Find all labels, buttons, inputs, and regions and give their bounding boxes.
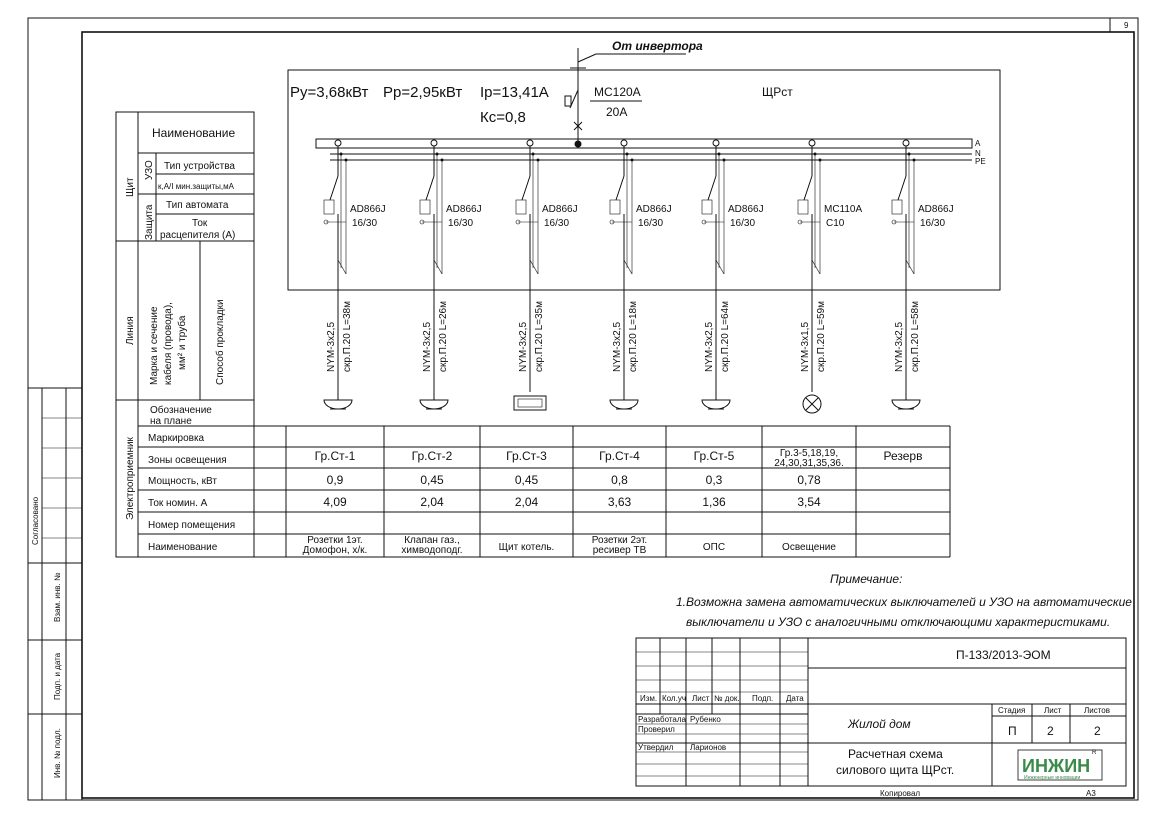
cable-mark: NYM-3х2,5 (326, 321, 337, 372)
svg-text:Дата: Дата (786, 694, 804, 703)
socket-symbol (610, 400, 638, 409)
group-label: Резерв (883, 449, 923, 463)
current-value: 4,09 (323, 495, 347, 509)
svg-text:Проверил: Проверил (638, 725, 675, 734)
svg-text:Лист: Лист (1044, 706, 1062, 715)
panel-ip: Iр=13,41А (480, 84, 549, 101)
socket-symbol (702, 400, 730, 409)
current-value: 3,54 (797, 495, 821, 509)
lt-naimenovanie: Наименование (152, 126, 236, 140)
power-value: 0,8 (611, 473, 628, 487)
breaker-type: AD866J (728, 204, 764, 215)
row-label: Зоны освещения (148, 455, 227, 466)
breaker-rating: 16/30 (638, 218, 664, 229)
svg-text:Рубенко: Рубенко (690, 715, 721, 724)
svg-text:Кол.уч: Кол.уч (662, 694, 686, 703)
main-breaker-rating: 20А (606, 105, 628, 119)
socket-symbol (324, 400, 352, 409)
cable-laying: скр.П.20 L=59м (816, 301, 827, 372)
svg-text:на плане: на плане (150, 416, 192, 427)
cable-mark: NYM-3х2,5 (894, 321, 905, 372)
doc-code: П-133/2013-ЭОМ (956, 648, 1051, 662)
power-value: 0,45 (514, 473, 539, 487)
current-value: 2,04 (514, 495, 539, 509)
sheet-number: 9 (1124, 21, 1129, 30)
breaker-rating: 16/30 (544, 218, 570, 229)
svg-text:Ларионов: Ларионов (690, 743, 727, 752)
breaker-symbol (522, 176, 530, 200)
cable-laying: скр.П.20 L=26м (438, 301, 449, 372)
lt-shield: Щит (125, 177, 136, 197)
stamp-podp: Подп. и дата (53, 652, 62, 700)
cable-laying: скр.П.20 L=58м (910, 301, 921, 372)
svg-text:Стадия: Стадия (998, 706, 1026, 715)
row-label: Наименование (148, 542, 218, 553)
power-value: 0,78 (797, 473, 821, 487)
row-label: Номер помещения (148, 520, 236, 531)
inverter-label: От инвертора (612, 39, 703, 53)
circuit-columns (324, 140, 954, 413)
power-value: 0,45 (420, 473, 444, 487)
svg-text:Изм.: Изм. (640, 694, 658, 703)
cable-mark: NYM-3х2,5 (612, 321, 623, 372)
cable-laying: скр.П.20 L=64м (720, 301, 731, 372)
cable-mark: NYM-3х2,5 (518, 321, 529, 372)
group-label: Гр.Ст-4 (599, 449, 640, 463)
panel-name: ЩРст (762, 85, 793, 99)
svg-text:ИНЖИН: ИНЖИН (1022, 756, 1091, 776)
svg-text:Ток: Ток (192, 218, 208, 229)
current-value: 1,36 (702, 495, 726, 509)
group-label: Гр.Ст-5 (693, 449, 735, 463)
group-label: Гр.Ст-3 (506, 449, 547, 463)
note-title: Примечание: (830, 572, 903, 586)
lt-line: Линия (125, 316, 136, 345)
breaker-symbol (426, 176, 434, 200)
sheet: 2 (1047, 724, 1054, 738)
svg-text:Утвердил: Утвердил (638, 743, 674, 752)
breaker-symbol (330, 176, 338, 200)
svg-text:R: R (1092, 750, 1097, 756)
consumer-name: ОПС (702, 542, 726, 553)
svg-text:Инженерные инновации: Инженерные инновации (1024, 775, 1081, 781)
svg-text:Листов: Листов (1084, 706, 1110, 715)
panel-kc: Кс=0,8 (480, 109, 526, 126)
svg-text:кабеля (провода),: кабеля (провода), (163, 302, 174, 385)
main-breaker-type: MC120A (594, 85, 641, 99)
cable-mark: NYM-3х2,5 (422, 321, 433, 372)
breaker-symbol (898, 176, 906, 200)
circuit-2 (420, 140, 482, 409)
consumer-name: Щит котель. (498, 542, 555, 553)
consumer-name-1: Розетки 1эт. (307, 535, 363, 546)
row-label: Маркировка (148, 433, 205, 444)
breaker-symbol (616, 176, 624, 200)
title-block (636, 638, 1126, 798)
breaker-type: MC110A (824, 204, 863, 215)
group-label: Гр.Ст-2 (411, 449, 453, 463)
object-name: Жилой дом (848, 717, 911, 731)
sheets: 2 (1094, 724, 1101, 738)
circuit-7 (892, 140, 954, 409)
breaker-rating: 16/30 (352, 218, 378, 229)
breaker-type: AD866J (446, 204, 482, 215)
stage: П (1008, 724, 1017, 738)
consumer-name-2: Домофон, х/к. (302, 545, 368, 556)
note-line2: выключатели и УЗО с аналогичными отключающими характеристиками. (686, 615, 1111, 629)
cable-mark: NYM-3х1,5 (800, 321, 811, 372)
stamp-vzam: Взам. инв. № (53, 572, 62, 622)
svg-text:Тип устройства: Тип устройства (164, 161, 235, 172)
consumer-name-1: Клапан газ., (404, 535, 460, 546)
consumer-name-2: химводоподг. (401, 545, 463, 556)
svg-text:УЗО: УЗО (144, 160, 155, 180)
panel-box (288, 70, 1000, 290)
group-label: Гр.Ст-1 (314, 449, 356, 463)
svg-text:расцепителя (А): расцепителя (А) (160, 230, 236, 241)
power-value: 0,9 (326, 473, 344, 487)
breaker-rating: 16/30 (448, 218, 474, 229)
consumer-name-1: Розетки 2эт. (591, 535, 648, 546)
breaker-type: AD866J (350, 204, 386, 215)
zones-line2: 24,30,31,35,36. (774, 458, 844, 469)
svg-text:А3: А3 (1086, 789, 1096, 798)
svg-text:Тип автомата: Тип автомата (166, 200, 229, 211)
lt-consumer: Электроприемник (125, 437, 136, 520)
svg-text:N: N (975, 149, 981, 158)
row-label: Ток номин. А (148, 498, 208, 509)
panel-pp: Рр=2,95кВт (383, 84, 463, 101)
circuit-3 (514, 140, 578, 410)
consumer-table (116, 426, 950, 557)
breaker-type: AD866J (542, 204, 578, 215)
cable-mark: NYM-3х2,5 (704, 321, 715, 372)
stamp-inv: Инв. № подл. (53, 728, 62, 778)
consumer-name: Освещение (782, 542, 836, 553)
circuit-4 (610, 140, 672, 409)
svg-text:Марка и сечение: Марка и сечение (149, 306, 160, 385)
side-stamps (28, 388, 82, 800)
svg-text:Лист: Лист (692, 694, 710, 703)
desc-2: силового щита ЩРст. (836, 763, 955, 777)
svg-text:Защита: Защита (144, 204, 155, 240)
cable-laying: скр.П.20 L=38м (342, 301, 353, 372)
desc-1: Расчетная схема (848, 747, 943, 761)
svg-text:Способ прокладки: Способ прокладки (215, 299, 226, 385)
breaker-rating: C10 (826, 218, 845, 229)
power-value: 0,3 (705, 473, 723, 487)
breaker-rating: 16/30 (920, 218, 946, 229)
zones-line1: Гр.3-5,18,19, (779, 448, 839, 459)
svg-text:мм² и труба: мм² и труба (177, 315, 188, 370)
row-label: Мощность, кВт (148, 476, 217, 487)
busbars (316, 139, 986, 166)
cable-laying: скр.П.20 L=18м (628, 301, 639, 372)
panel-py: Ру=3,68кВт (290, 84, 369, 101)
svg-text:Подп.: Подп. (752, 694, 774, 703)
breaker-type: AD866J (918, 204, 954, 215)
svg-text:Копировал: Копировал (880, 789, 921, 798)
circuit-6 (798, 140, 862, 413)
note-line1: 1.Возможна замена автоматических выключателей и УЗО на автоматические (676, 595, 1132, 609)
boiler-panel-symbol (514, 396, 546, 410)
svg-text:A: A (975, 139, 981, 148)
svg-text:к,А/I мин.защиты,мА: к,А/I мин.защиты,мА (158, 182, 234, 191)
socket-symbol (420, 400, 448, 409)
svg-text:Разработала: Разработала (638, 715, 686, 724)
breaker-symbol (804, 176, 812, 200)
breaker-type: AD866J (636, 204, 672, 215)
cable-laying: скр.П.20 L=35м (534, 301, 545, 372)
svg-text:№ док.: № док. (714, 694, 740, 703)
socket-symbol (892, 400, 920, 409)
circuit-5 (702, 140, 764, 409)
svg-text:Обозначение: Обозначение (150, 405, 212, 416)
stamp-soglasovano: Согласовано (31, 496, 40, 545)
svg-text:PE: PE (975, 157, 986, 166)
consumer-name-2: ресивер ТВ (592, 545, 647, 556)
breaker-symbol (708, 176, 716, 200)
current-value: 3,63 (607, 495, 632, 509)
current-value: 2,04 (420, 495, 444, 509)
circuit-1 (324, 140, 386, 409)
breaker-rating: 16/30 (730, 218, 756, 229)
